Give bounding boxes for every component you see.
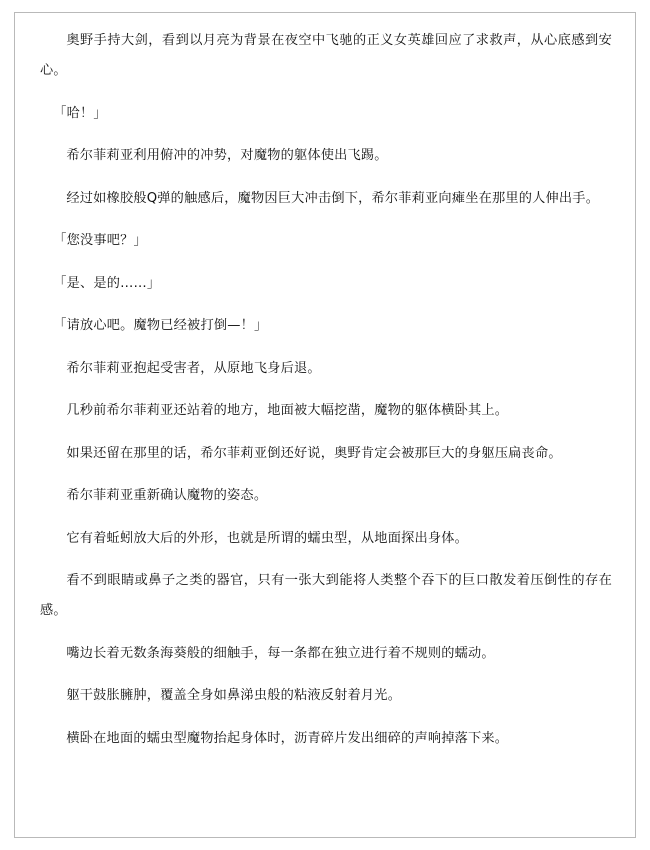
paragraph: 奥野手持大剑，看到以月亮为背景在夜空中飞驰的正义女英雄回应了求救声，从心底感到安心。 (40, 33, 612, 78)
paragraph: 如果还留在那里的话，希尔菲莉亚倒还好说，奥野肯定会被那巨大的身躯压扁丧命。 (66, 445, 562, 461)
paragraph: 「请放心吧。魔物已经被打倒—！」 (53, 318, 268, 333)
paragraph: 它有着蚯蚓放大后的外形，也就是所谓的蠕虫型，从地面探出身体。 (66, 530, 469, 546)
paragraph: 「哈！」 (53, 105, 107, 121)
paragraph: 看不到眼睛或鼻子之类的器官，只有一张大到能将人类整个吞下的巨口散发着压倒性的存在感。 (40, 573, 612, 618)
paragraph: 经过如橡胶般Q弹的触感后，魔物因巨大冲击倒下，希尔菲莉亚向瘫坐在那里的人伸出手。 (66, 190, 600, 206)
paragraph: 嘴边长着无数条海葵般的细触手，每一条都在独立进行着不规则的蠕动。 (66, 645, 495, 661)
paragraph: 希尔菲莉亚利用俯冲的冲势，对魔物的躯体使出飞踢。 (66, 148, 388, 163)
paragraph: 「是、是的……」 (53, 275, 161, 291)
paragraph: 躯干鼓胀臃肿，覆盖全身如鼻涕虫般的粘液反射着月光。 (66, 688, 402, 703)
paragraph: 「您没事吧？」 (53, 233, 147, 248)
paragraph: 希尔菲莉亚重新确认魔物的姿态。 (66, 488, 268, 503)
paragraph: 横卧在地面的蠕虫型魔物抬起身体时，沥青碎片发出细碎的声响掉落下来。 (66, 730, 509, 746)
paragraph: 几秒前希尔菲莉亚还站着的地方，地面被大幅挖凿，魔物的躯体横卧其上。 (66, 403, 509, 418)
document-body (40, 26, 612, 766)
paragraph: 希尔菲莉亚抱起受害者，从原地飞身后退。 (66, 360, 321, 376)
